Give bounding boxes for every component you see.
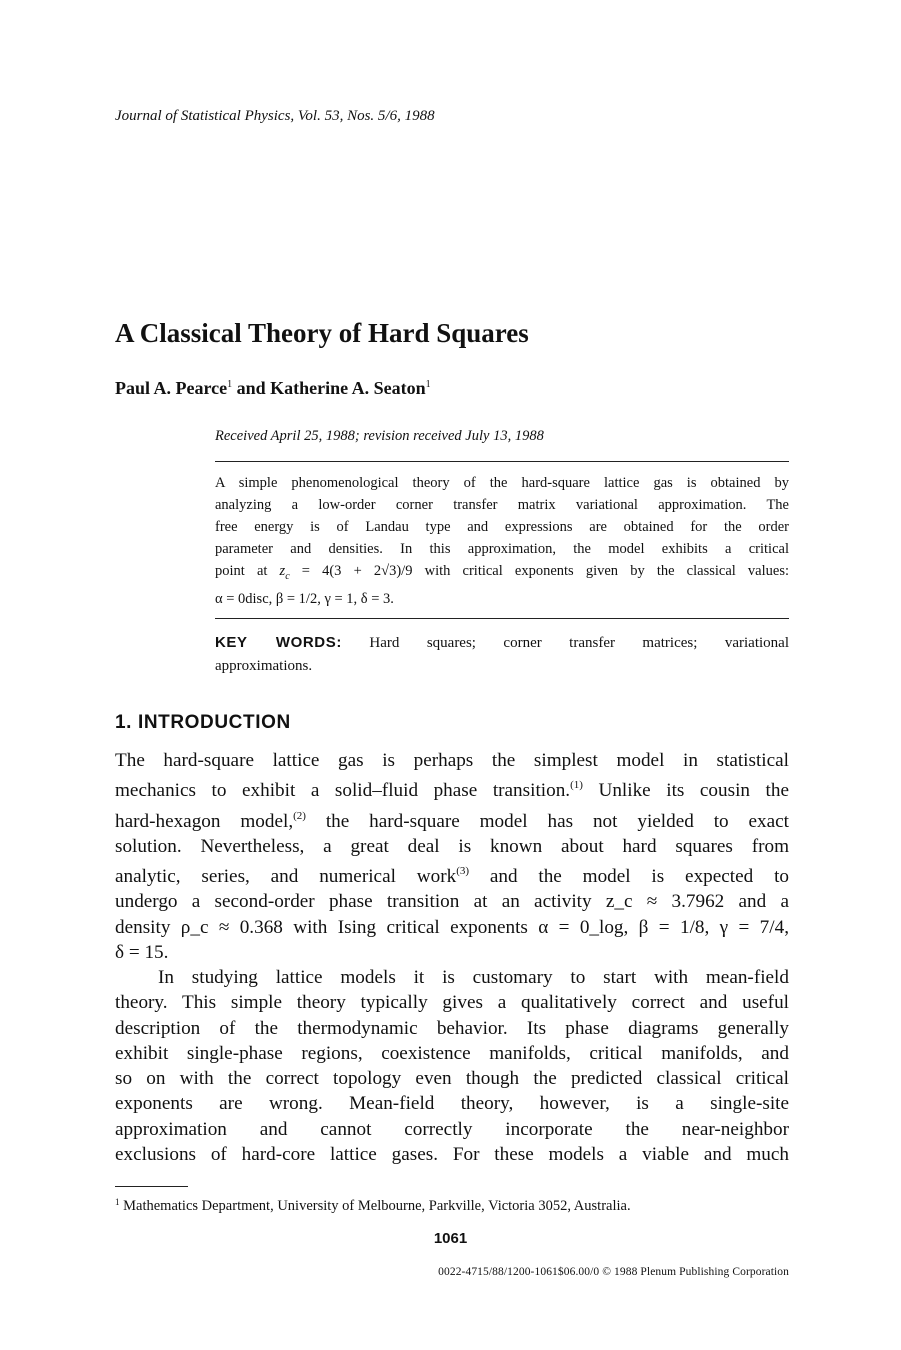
body-line: theory. This simple theory typically gives a qualitatively correct and useful <box>115 992 789 1014</box>
body-text: the hard-square model has not yielded to exact <box>305 810 789 832</box>
body-line <box>115 773 789 803</box>
abstract-text: point at <box>215 563 280 579</box>
author-list <box>115 378 431 399</box>
body-line: solution. Nevertheless, a great deal is known about hard squares from <box>115 835 789 857</box>
body-line: exhibit single-phase regions, coexistence manifolds, critical manifolds, and <box>115 1042 789 1064</box>
keywords <box>215 631 789 678</box>
footnote-rule <box>115 1186 188 1187</box>
abstract-line: parameter and densities. In this approximation, the model exhibits a critical <box>215 541 789 557</box>
body-text: analytic, series, and numerical work <box>115 866 457 887</box>
section-title: INTRODUCTION <box>137 712 291 733</box>
abstract-line: α = 0disc, β = 1/2, γ = 1, δ = 3. <box>215 590 394 607</box>
body-line: The hard-square lattice gas is perhaps the simplest model in statistical <box>115 750 789 771</box>
copyright-line: 0022-4715/88/1200-1061$06.00/0 © 1988 Plenum Publishing Corporation <box>438 1266 789 1278</box>
body-line <box>115 804 789 834</box>
body-line: description of the thermodynamic behavior. Its phase diagrams generally <box>115 1017 789 1039</box>
body-line: so on with the correct topology even though the predicted classical critical <box>115 1068 789 1089</box>
abstract-top-rule <box>215 461 789 462</box>
section-number: 1. <box>115 712 133 733</box>
abstract-bottom-rule <box>215 618 789 619</box>
section-heading <box>115 712 291 734</box>
keywords-text: Hard squares; corner transfer matrices; variational <box>341 635 789 651</box>
footnote-text: Mathematics Department, University of Melbourne, Parkville, Victoria 3052, Australia. <box>119 1198 631 1214</box>
affiliation-mark: 1 <box>425 379 431 390</box>
critical-activity-expression: = 4(3 + 2√3)/9 <box>289 563 413 579</box>
body-text: Unlike its cousin the <box>582 780 789 802</box>
page-number: 1061 <box>433 1230 468 1247</box>
body-line: exclusions of hard-core lattice gases. For these models a viable and much <box>115 1143 789 1165</box>
introduction-body <box>115 748 789 1167</box>
math-symbol: z <box>279 563 286 579</box>
abstract-line <box>215 560 789 588</box>
abstract-line: A simple phenomenological theory of the hard-square lattice gas is obtained by <box>215 475 789 491</box>
citation-marker: (3) <box>456 865 470 877</box>
affiliation-mark: 1 <box>227 379 233 390</box>
body-line: In studying lattice models it is customary to start with mean-field <box>158 967 789 988</box>
received-dates: Received April 25, 1988; revision received July 13, 1988 <box>215 428 544 444</box>
paper-title: A Classical Theory of Hard Squares <box>115 318 529 348</box>
body-line: approximation and cannot correctly incorporate the near-neighbor <box>115 1118 789 1140</box>
body-text: hard-hexagon model, <box>115 810 294 832</box>
abstract-line: analyzing a low-order corner transfer matrix variational approximation. The <box>215 497 789 513</box>
body-line: undergo a second-order phase transition at an activity z_c ≈ 3.7962 and a <box>115 891 789 913</box>
math-subscript: c <box>285 570 290 582</box>
author-name: Katherine A. Seaton <box>270 378 426 398</box>
citation-marker: (1) <box>570 779 583 792</box>
abstract <box>215 472 789 610</box>
author-conjunction: and <box>232 378 271 398</box>
author-name: Paul A. Pearce <box>115 378 228 398</box>
body-text: mechanics to exhibit a solid–fluid phase transition. <box>115 780 571 802</box>
body-line: exponents are wrong. Mean-field theory, however, is a single-site <box>115 1093 789 1115</box>
abstract-line: free energy is of Landau type and expressions are obtained for the order <box>215 519 789 535</box>
footnote-mark: 1 <box>115 1197 120 1207</box>
body-text: and the model is expected to <box>469 866 789 887</box>
citation-marker: (2) <box>293 809 306 822</box>
footnote <box>115 1197 631 1215</box>
journal-header: Journal of Statistical Physics, Vol. 53, Nos. 5/6, 1988 <box>115 108 435 124</box>
keywords-line <box>215 631 789 655</box>
body-line: density ρ_c ≈ 0.368 with Ising critical exponents α = 0_log, β = 1/8, γ = 7/4, <box>115 916 789 938</box>
body-line <box>115 859 789 889</box>
abstract-text: with critical exponents given by the classical values: <box>412 563 790 579</box>
body-line: δ = 15. <box>115 941 169 963</box>
keywords-label: KEY WORDS: <box>215 634 342 651</box>
keywords-line: approximations. <box>215 658 313 674</box>
